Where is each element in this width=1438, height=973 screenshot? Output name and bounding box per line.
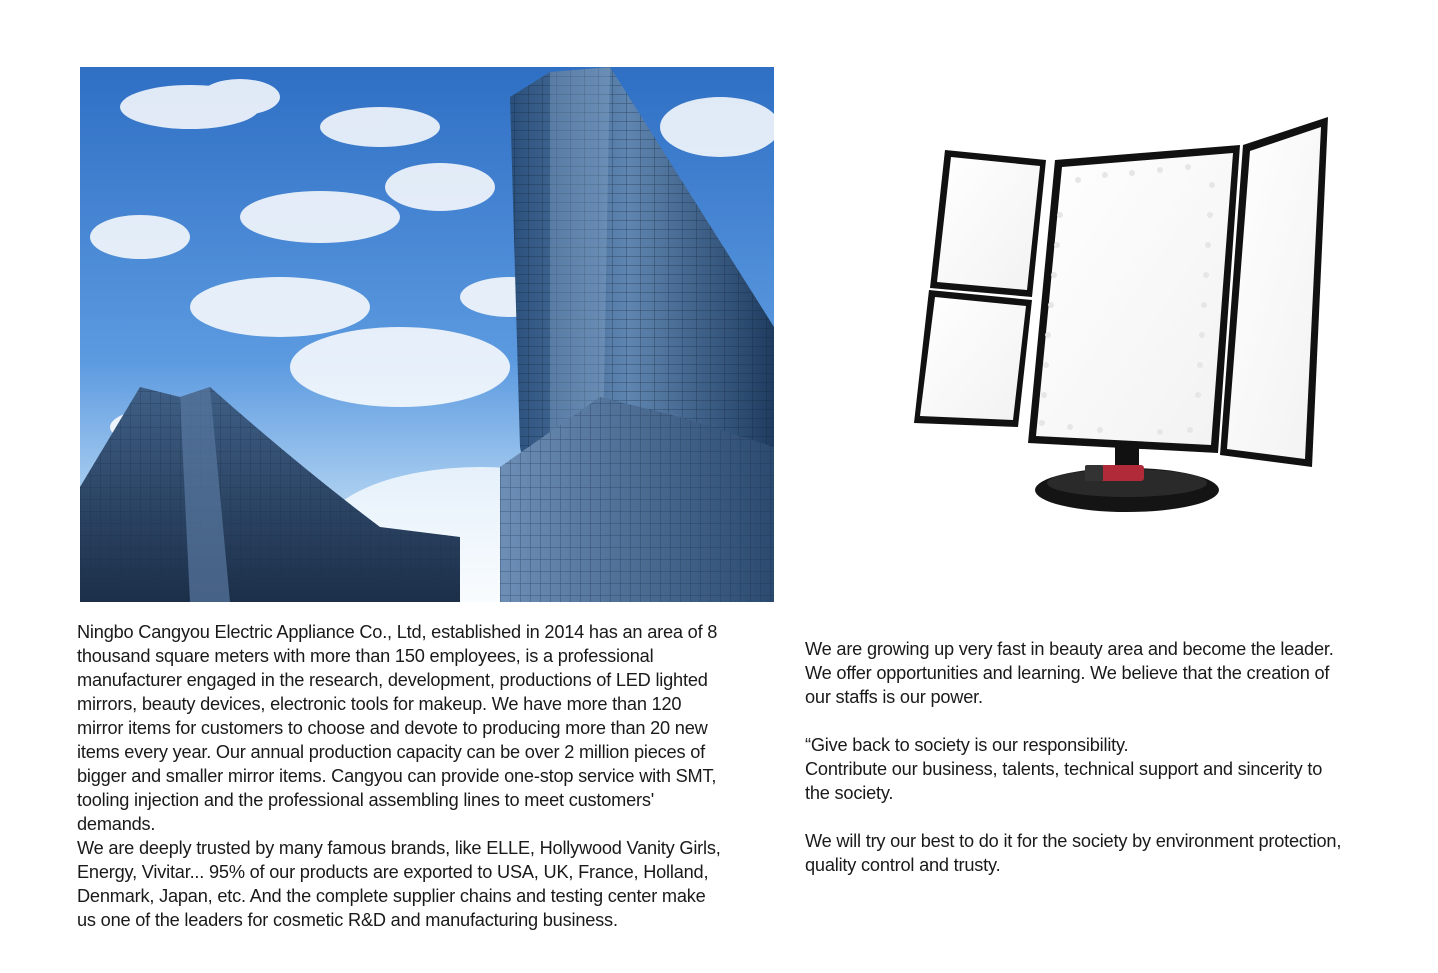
company-values-text [805,637,1405,877]
brands-export-paragraph: We are deeply trusted by many famous brands, like ELLE, Hollywood Vanity Girls, Energy, Vivitar... 95% of our products are exported to USA, UK, France, Holland, Denmark, Japan, etc. And the complete supplier chains and testing center make us one of the leaders for cosmetic R&D and manufacturing business. [77,838,721,930]
company-intro-paragraph: Ningbo Cangyou Electric Appliance Co., Ltd, established in 2014 has an area of 8 thousand square meters with more than 150 employees, is a professional manufacturer engaged in the research, development, productions of LED lighted mirrors, beauty devices, electronic tools for makeup. We have more than 120 mirror items for customers to choose and devote to producing more than 20 new items every year. Our annual production capacity can be over 2 million pieces of bigger and smaller mirror items. Cangyou can provide one-stop service with SMT, tooling injection and the professional assembling lines to meet customers' demands. [77,622,718,834]
society-paragraph: We will try our best to do it for the society by environment protection, quality control and trusty. [805,831,1342,875]
company-intro-text [77,620,782,932]
building-photo [80,67,774,602]
growth-paragraph: We are growing up very fast in beauty area and become the leader. We offer opportunities and learning. We believe that the creation of our staffs is our power. [805,639,1334,707]
led-mirror-image [900,105,1340,525]
responsibility-paragraph: “Give back to society is our responsibility. Contribute our business, talents, technical support and sincerity to the society. [805,735,1323,803]
